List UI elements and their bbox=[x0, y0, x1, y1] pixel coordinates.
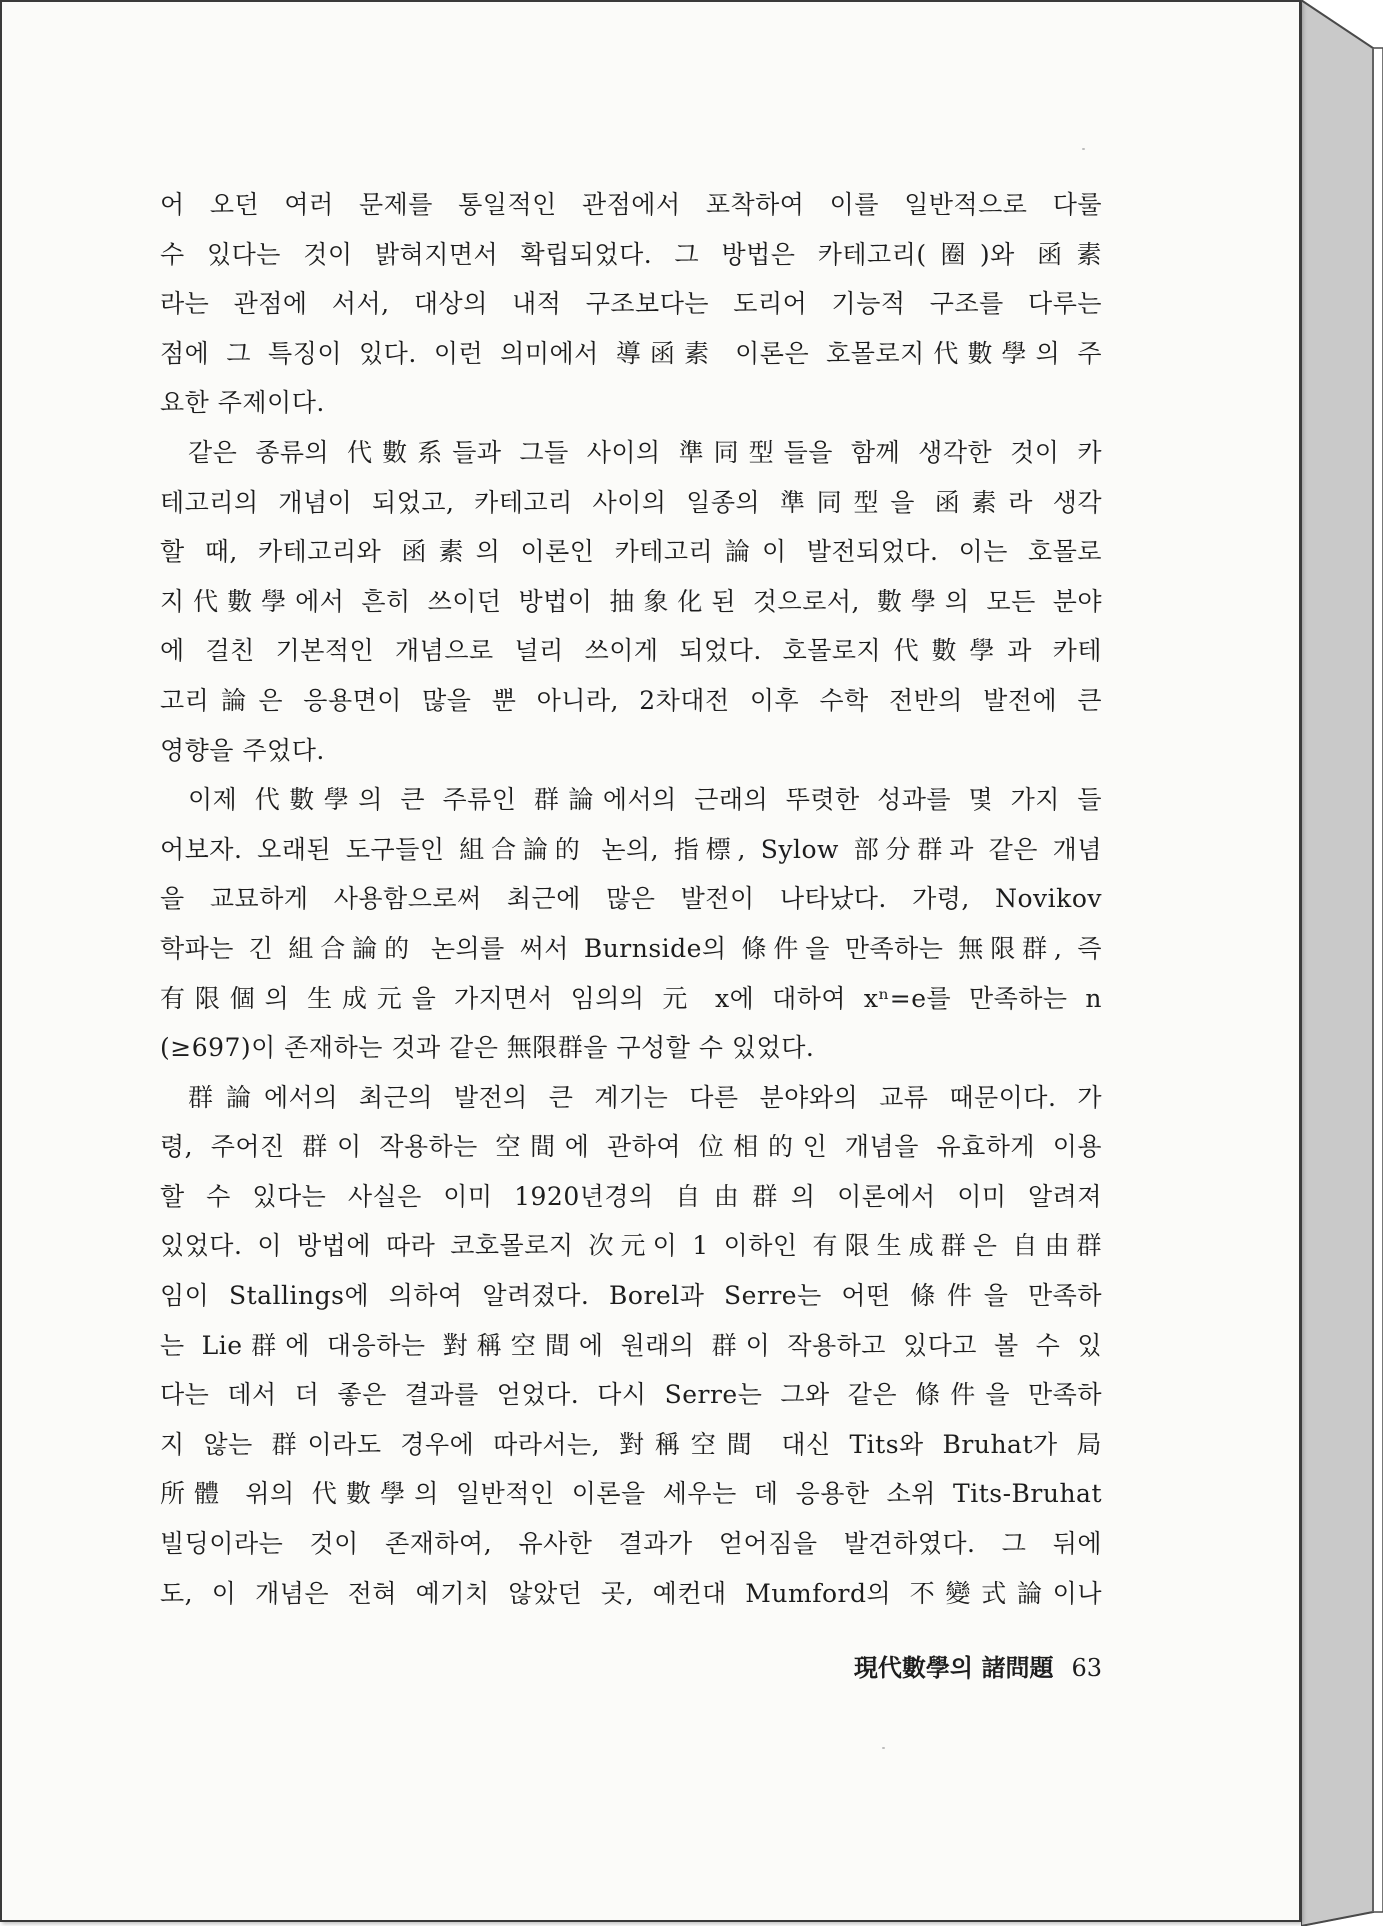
text-line: 다는 데서 더 좋은 결과를 얻었다. 다시 Serre는 그와 같은 條件을 만족하 bbox=[160, 1380, 1102, 1410]
text-line: 을 교묘하게 사용함으로써 최근에 많은 발전이 나타났다. 가령, Novikov bbox=[160, 884, 1102, 914]
text-line: 빌딩이라는 것이 존재하여, 유사한 결과가 얻어짐을 발견하였다. 그 뒤에 bbox=[160, 1529, 1102, 1559]
text-line: 임이 Stallings에 의하여 알려졌다. Borel과 Serre는 어떤 條件을 만족하 bbox=[160, 1281, 1102, 1311]
text-line: 영향을 주었다. bbox=[160, 735, 325, 765]
text-line: 고리論은 응용면이 많을 뿐 아니라, 2차대전 이후 수학 전반의 발전에 큰 bbox=[160, 685, 1102, 715]
text-line: 할 때, 카테고리와 函素의 이론인 카테고리論이 발전되었다. 이는 호몰로 bbox=[160, 537, 1102, 567]
text-line: 에 걸친 기본적인 개념으로 널리 쓰이게 되었다. 호몰로지代數學과 카테 bbox=[160, 636, 1102, 666]
text-line: 는 Lie群에 대응하는 對稱空間에 원래의 群이 작용하고 있다고 볼 수 있 bbox=[160, 1330, 1102, 1360]
text-line: 있었다. 이 방법에 따라 코호몰로지 次元이 1 이하인 有限生成群은 自由群 bbox=[160, 1231, 1102, 1261]
scan-speck bbox=[882, 1747, 885, 1749]
text-line: 점에 그 특징이 있다. 이런 의미에서 導函素 이론은 호몰로지代數學의 주 bbox=[160, 338, 1102, 368]
scan-speck bbox=[1082, 148, 1085, 150]
text-line: 도, 이 개념은 전혀 예기치 않았던 곳, 예컨대 Mumford의 不變式論이나 bbox=[160, 1578, 1102, 1608]
running-footer bbox=[790, 1648, 1102, 1683]
page-body-text bbox=[160, 180, 1102, 1618]
book-edge bbox=[1301, 0, 1383, 1926]
text-line: 지 않는 群이라도 경우에 따라서는, 對稱空間 대신 Tits와 Bruhat가 局 bbox=[160, 1429, 1102, 1459]
text-line: 所體 위의 代數學의 일반적인 이론을 세우는 데 응용한 소위 Tits-Bruhat bbox=[160, 1479, 1102, 1509]
paragraph-first-line: 이제 代數學의 큰 주류인 群論에서의 근래의 뚜렷한 성과를 몇 가지 들 bbox=[188, 785, 1102, 815]
text-line: 수 있다는 것이 밝혀지면서 확립되었다. 그 방법은 카테고리(圈)와 函素 bbox=[160, 239, 1102, 269]
text-line: 령, 주어진 群이 작용하는 空間에 관하여 位相的인 개념을 유효하게 이용 bbox=[160, 1132, 1102, 1162]
running-title: 現代數學의 諸問題 bbox=[853, 1653, 1054, 1682]
paragraph-first-line: 같은 종류의 代數系들과 그들 사이의 準同型들을 함께 생각한 것이 카 bbox=[188, 437, 1102, 467]
text-line: 학파는 긴 組合論的 논의를 써서 Burnside의 條件을 만족하는 無限群, 즉 bbox=[160, 933, 1102, 963]
text-line: 지代數學에서 흔히 쓰이던 방법이 抽象化된 것으로서, 數學의 모든 분야 bbox=[160, 586, 1102, 616]
text-line: 테고리의 개념이 되었고, 카테고리 사이의 일종의 準同型을 函素라 생각 bbox=[160, 487, 1102, 517]
text-line: 어 오던 여러 문제를 통일적인 관점에서 포착하여 이를 일반적으로 다룰 bbox=[160, 190, 1102, 219]
paragraph-first-line: 群論에서의 최근의 발전의 큰 계기는 다른 분야와의 교류 때문이다. 가 bbox=[188, 1082, 1102, 1112]
text-line: 할 수 있다는 사실은 이미 1920년경의 自由群의 이론에서 이미 알려져 bbox=[160, 1181, 1102, 1211]
text-line: (≥697)이 존재하는 것과 같은 無限群을 구성할 수 있었다. bbox=[160, 1033, 815, 1063]
text-line: 어보자. 오래된 도구들인 組合論的 논의, 指標, Sylow 部分群과 같은 개념 bbox=[160, 834, 1102, 864]
text-line: 라는 관점에 서서, 대상의 내적 구조보다는 도리어 기능적 구조를 다루는 bbox=[160, 289, 1102, 319]
text-line: 요한 주제이다. bbox=[160, 388, 325, 418]
page-number: 63 bbox=[1071, 1654, 1102, 1682]
text-line: 有限個의 生成元을 가지면서 임의의 元 x에 대하여 xⁿ=e를 만족하는 n bbox=[160, 983, 1102, 1013]
